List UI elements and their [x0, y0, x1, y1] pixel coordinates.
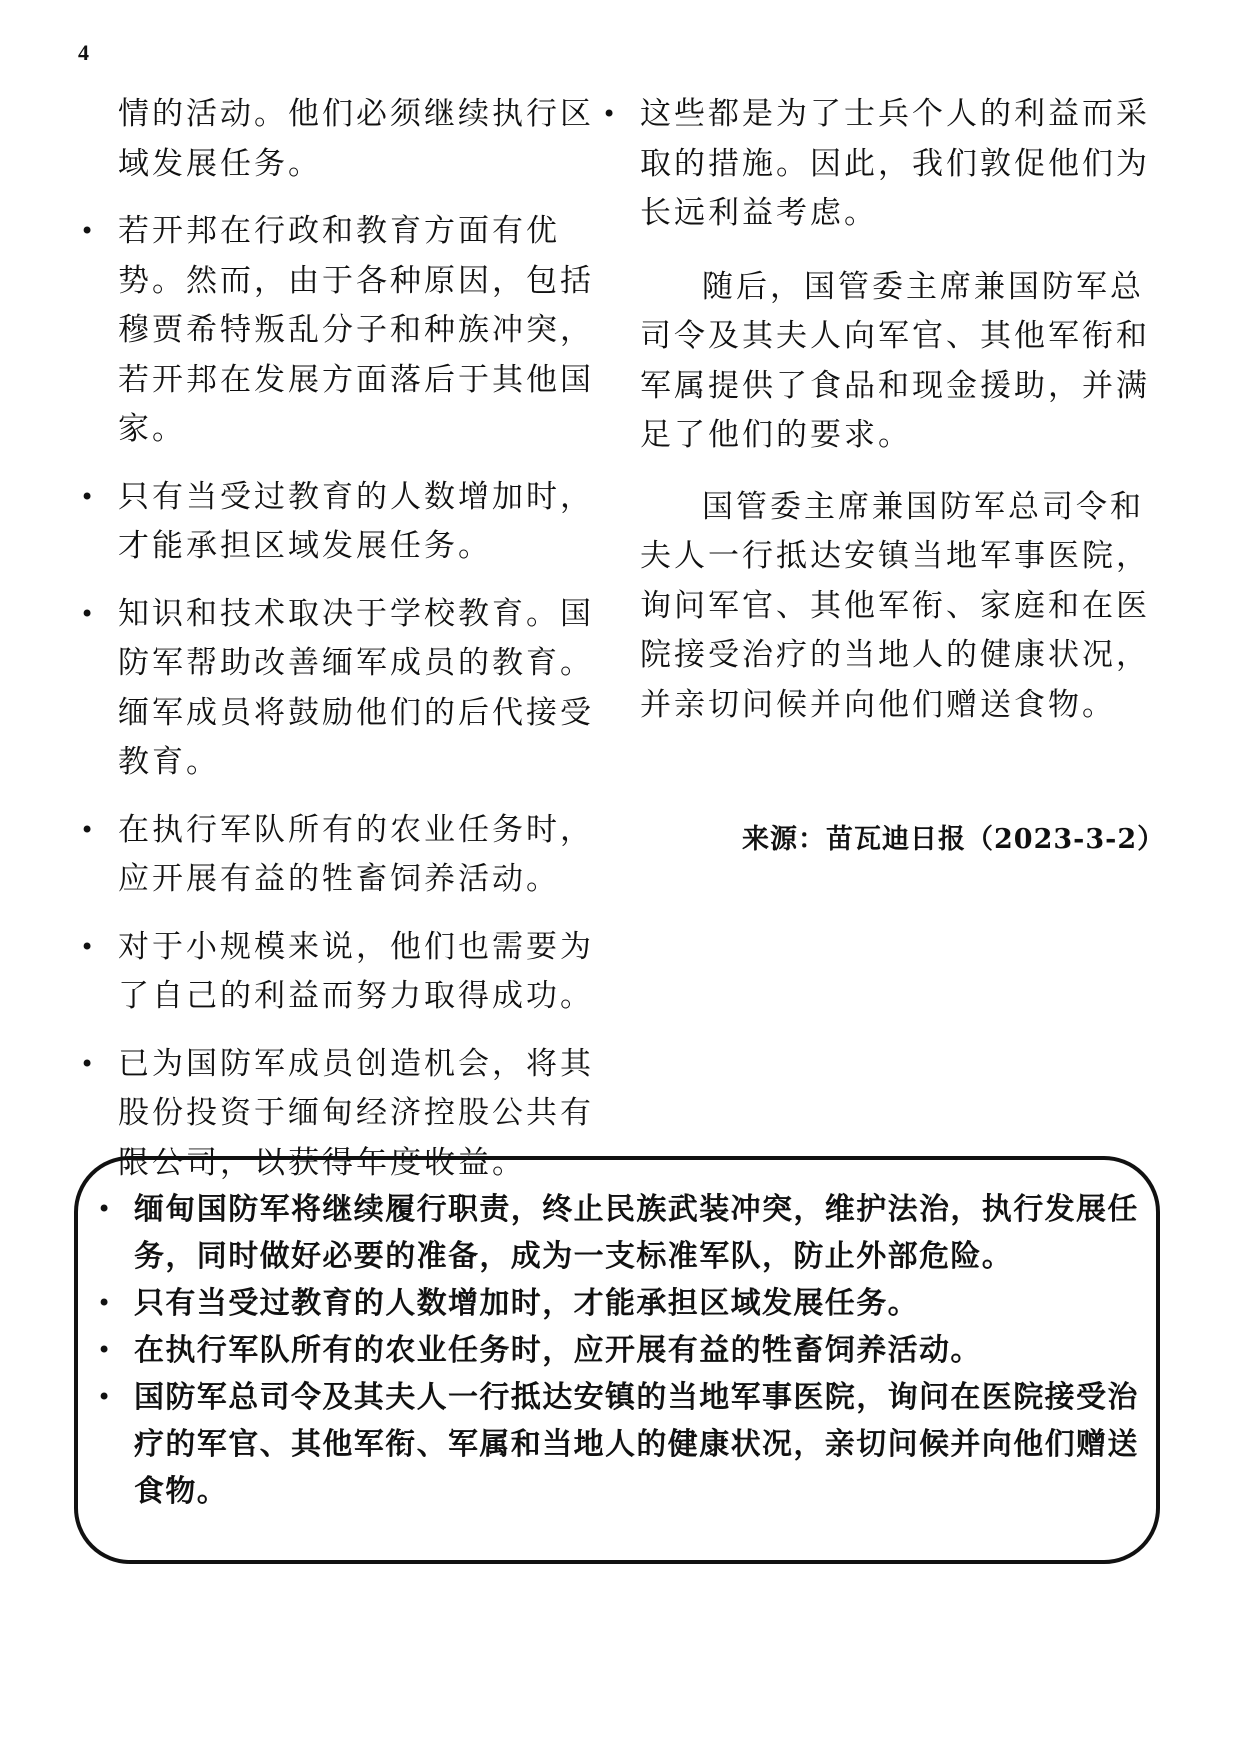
- bullet-item: • 只有当受过教育的人数增加时，才能承担区域发展任务。: [118, 473, 608, 572]
- summary-item: • 国防军总司令及其夫人一行抵达安镇的当地军事医院，询问在医院接受治疗的军官、其他军衔、军属和当地人的健康状况，亲切问候并向他们赠送食物。: [134, 1374, 1144, 1515]
- bullet-item: • 已为国防军成员创造机会，将其股份投资于缅甸经济控股公共有限公司，以获得年度收益。: [118, 1040, 608, 1189]
- bullet-item: • 若开邦在行政和教育方面有优势。然而，由于各种原因，包括穆贾希特叛乱分子和种族冲突，若开邦在发展方面落后于其他国家。: [118, 207, 608, 455]
- left-column: [118, 90, 608, 1188]
- left-bullet-list: [118, 90, 608, 1188]
- body-paragraph: 国管委主席兼国防军总司令和夫人一行抵达安镇当地军事医院，询问军官、其他军衔、家庭和在医院接受治疗的当地人的健康状况，并亲切问候并向他们赠送食物。: [640, 488, 1150, 723]
- bullet-item: • 在执行军队所有的农业任务时，应开展有益的牲畜饲养活动。: [118, 806, 608, 905]
- summary-list: [134, 1186, 1144, 1515]
- bullet-item: • 知识和技术取决于学校教育。国防军帮助改善缅军成员的教育。缅军成员将鼓励他们的后代接受教育。: [118, 590, 608, 788]
- right-column: [640, 90, 1165, 730]
- body-paragraph: 随后，国管委主席兼国防军总司令及其夫人向军官、其他军衔和军属提供了食品和现金援助，并满足了他们的要求。: [640, 268, 1150, 453]
- summary-item: • 在执行军队所有的农业任务时，应开展有益的牲畜饲养活动。: [134, 1327, 1144, 1374]
- bullet-item: • 这些都是为了士兵个人的利益而采取的措施。因此，我们敦促他们为长远利益考虑。: [640, 90, 1165, 239]
- summary-item: • 只有当受过教育的人数增加时，才能承担区域发展任务。: [134, 1280, 1144, 1327]
- source-citation: 来源：苗瓦迪日报（2023-3-2）: [742, 824, 1166, 855]
- page-number: 4: [78, 40, 89, 65]
- summary-item: • 缅甸国防军将继续履行职责，终止民族武装冲突，维护法治，执行发展任务，同时做好必要的准备，成为一支标准军队，防止外部危险。: [134, 1186, 1144, 1280]
- right-bullet-list: [640, 90, 1165, 239]
- continuation-text: 情的活动。他们必须继续执行区域发展任务。: [118, 96, 594, 182]
- bullet-item: • 对于小规模来说，他们也需要为了自己的利益而努力取得成功。: [118, 923, 608, 1022]
